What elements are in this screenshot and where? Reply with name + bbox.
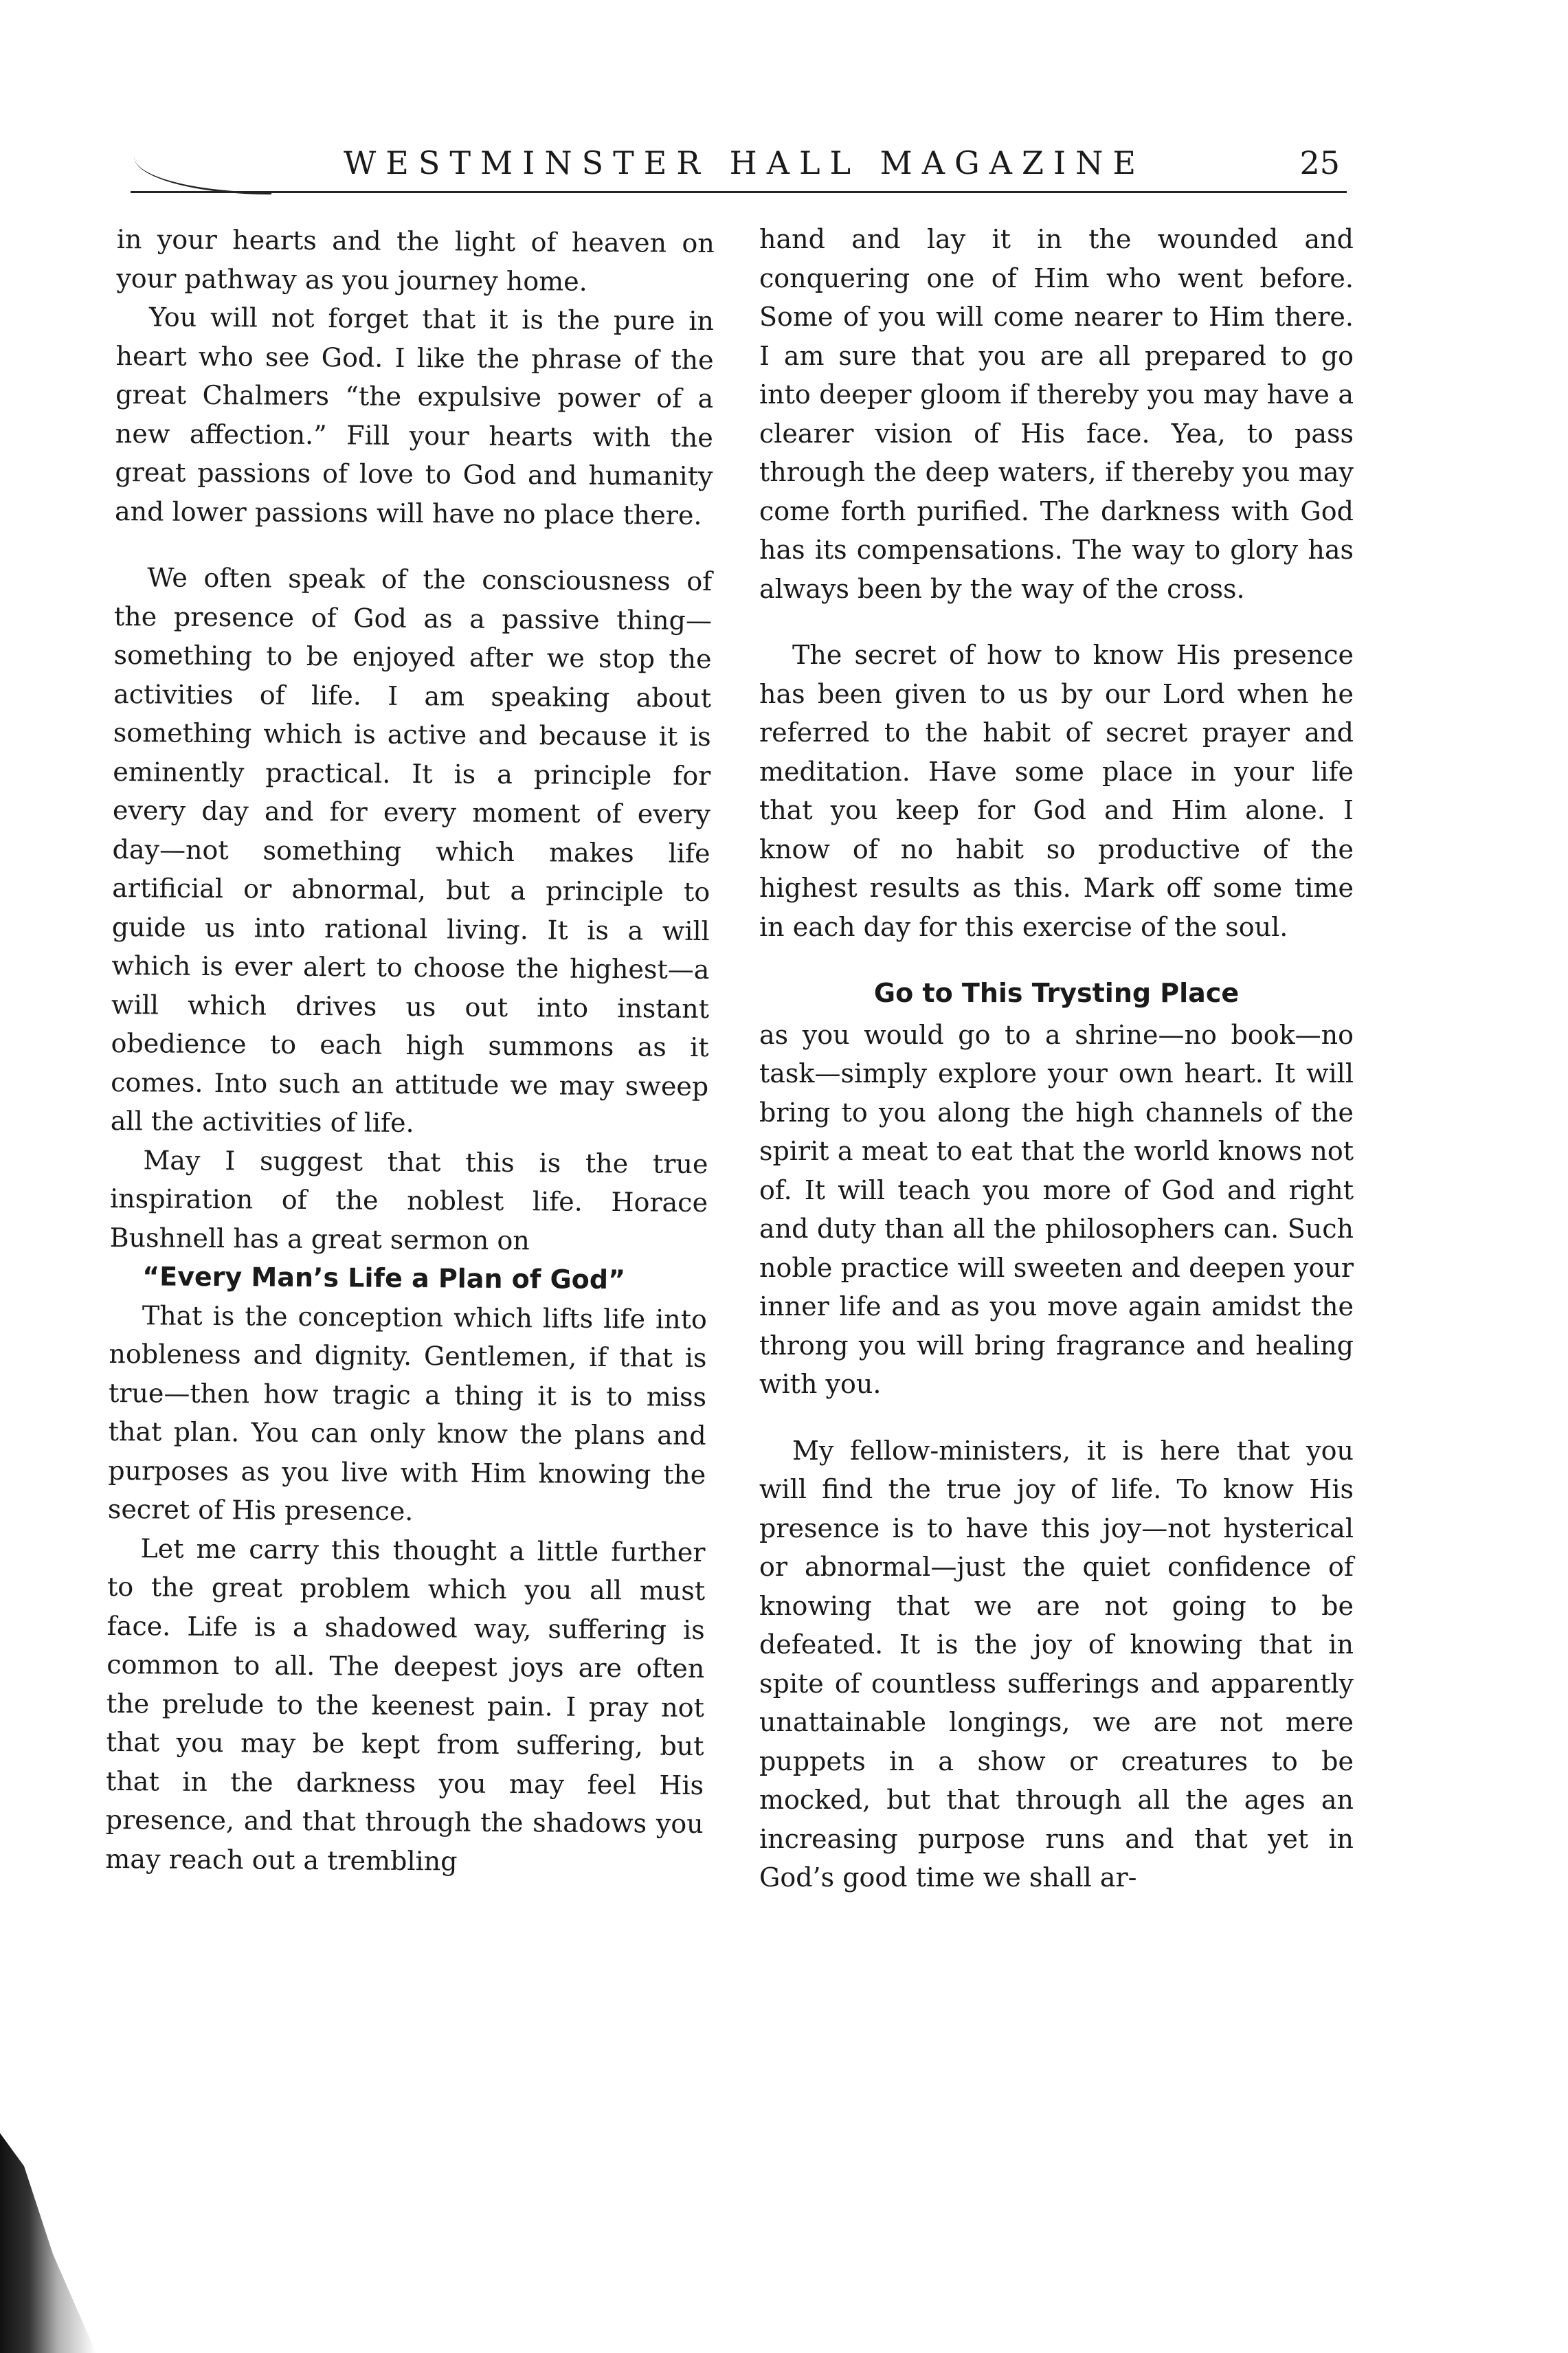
paragraph: You will not forget that it is the pure in heart who see God. I like the phrase of the great Chalmers “the expulsive power of a new affection.” Fill your hearts with the great passions of love to God and humanity and lower passions will have no place there. [114, 302, 715, 531]
paragraph: We often speak of the consciousness of the presence of God as a passive thing—something to be enjoyed after we stop the activities of life. I am speaking about something which is active and because it is eminently practical. It is a principle for every day and for every moment of every day—not something which makes life artificial or abnormal, but a principle to guide us into rational living. It is a will which is ever alert to choose the highest—a will which drives us out into instant obedience to each high summons as it comes. Into such an attitude we may sweep all the activities of life. [110, 562, 713, 1139]
paragraph: My fellow-ministers, it is here that you will find the true joy of life. To know His presence is to have this joy—not hysterical or abnormal—just the quiet confidence of knowing that we are not going to be defeated. It is the joy of knowing that in spite of countless sufferings and apparently unattainable longings, we are not mere puppets in a show or creatures to be mocked, but that through all the ages an increasing purpose runs and that yet in God’s good time we shall ar- [759, 1435, 1354, 1893]
paragraph: in your hearts and the light of heaven on your pathway as you journey home. [116, 223, 715, 297]
running-header [131, 144, 1340, 192]
page-edge-shadow [0, 2133, 96, 2353]
page-number: 25 [1299, 144, 1340, 181]
header-rule [131, 191, 1347, 193]
paragraph: That is the conception which lifts life into nobleness and dignity. Gentlemen, if that is true—then how tragic a thing it is to miss that plan. You can only know the plans and purposes as you live with Him knowing the secret of His presence. [107, 1300, 708, 1527]
paragraph: hand and lay it in the wounded and conquering one of Him who went before. Some of you will come nearer to Him there. I am sure that you are all prepared to go into deeper gloom if thereby you may have a clearer vision of His face. Yea, to pass through the deep waters, if thereby you may come forth purified. The darkness with God has its compensations. The way to glory has always been by the way of the cross. [759, 224, 1354, 604]
paragraph: as you would go to a shrine—no book—no task—simply explore your own heart. It will bring to you along the high channels of the spirit a meat to eat that the world knows not of. It will teach you more of God and right and duty than all the philosophers can. Such noble practice will sweeten and deepen your inner life and as you move again amidst the throng you will bring fragrance and healing with you. [759, 1019, 1354, 1399]
sermon-title: “Every Man’s Life a Plan of God” [142, 1261, 626, 1295]
magazine-title: WESTMINSTER HALL MAGAZINE [344, 144, 1145, 181]
section-heading: Go to This Trysting Place [873, 978, 1240, 1008]
paragraph: Let me carry this thought a little further to the great problem which you all must face. Life is a shadowed way, suffering is common to all. The deepest joys are often the prelude to the keenest pain. I pray not that you may be kept from suffering, but that in the darkness you may feel His presence, and that through the shadows you may reach out a trembling [105, 1532, 706, 1877]
paragraph: May I suggest that this is the true inspiration of the noblest life. Horace Bushnell has a great sermon on [109, 1144, 708, 1256]
paragraph: The secret of how to know His presence has been given to us by our Lord when he referred to the habit of secret prayer and meditation. Have some place in your life that you keep for God and Him alone. I know of no habit so productive of the highest results as this. Mark off some time in each day for this exercise of the soul. [759, 640, 1354, 942]
left-column [105, 220, 715, 1882]
right-column [759, 220, 1354, 1897]
